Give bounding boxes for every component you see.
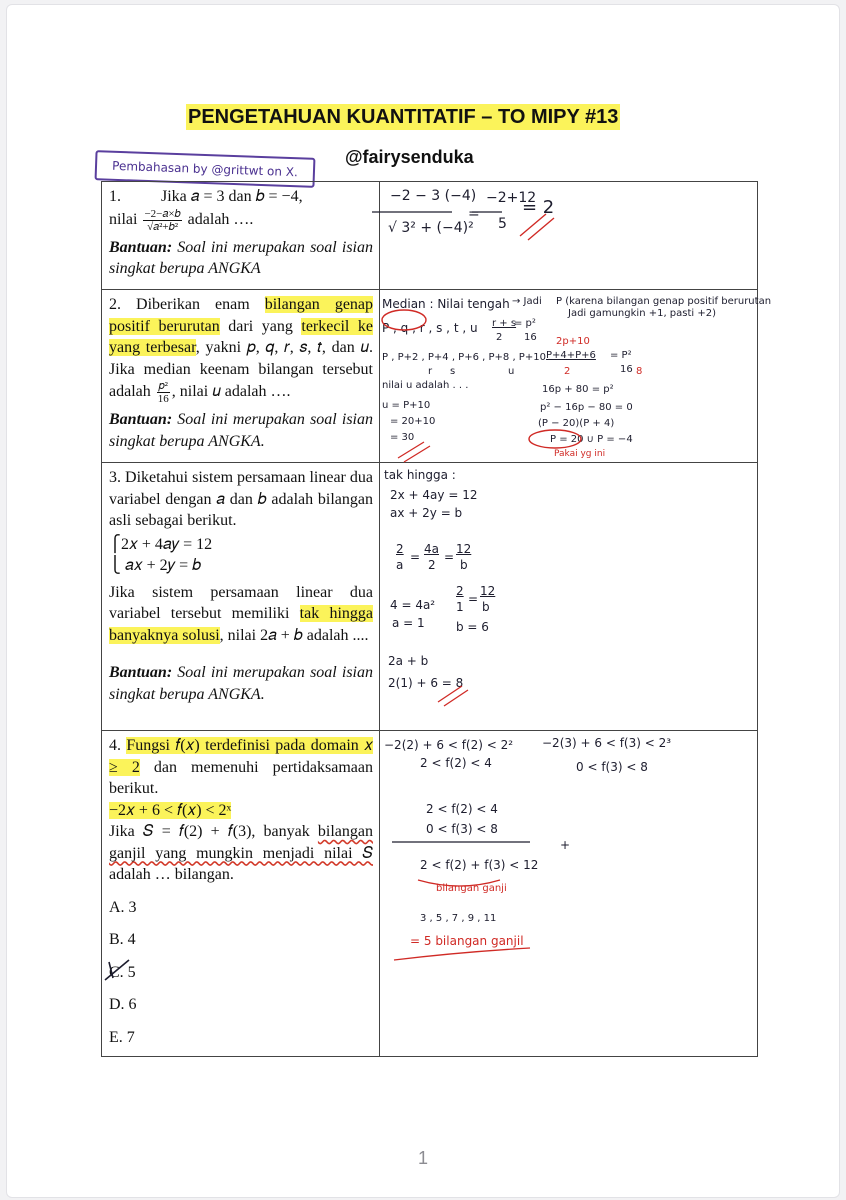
q4-options [109,897,373,1049]
q2-work-12: s [450,366,456,377]
q2-work-1: Median : Nilai tengah [382,297,510,311]
q2-work-15: P+4+P+6 [546,350,596,361]
q2-fraction [157,380,170,405]
q3-highlight-1: tak hingga banyaknya solusi [109,605,374,644]
page-number: 1 [417,1148,428,1168]
q2-text-3: , yakni 𝑝, 𝑞, 𝑟, 𝑠, 𝑡, dan 𝑢. Jika median keenam bilangan tersebut adalah [109,339,373,401]
q1-adalah: adalah …. [187,210,254,228]
q3-work-1: tak hingga : [384,468,456,482]
q1-frac-den: √𝑎²+𝑏² [147,220,179,233]
q2-hint-text: Soal ini merupakan soal isian singkat berupa ANGKA. [109,411,374,450]
q4-underlined: bilangan ganjil yang mungkin menjadi nilai 𝑆 [109,823,373,862]
q2-work-22: = 20+10 [390,416,436,427]
q4-option-c-label: C. 5 [109,963,136,981]
q2-hint [109,409,373,452]
q3-text-3: , nilai 2𝑎 + 𝑏 adalah .... [219,626,369,644]
q4-work-4: 0 < f(3) < 8 [576,760,648,774]
q2-hint-label: Bantuan: [109,411,173,428]
q4-text-1: dan memenuhi pertidaksamaan berikut. [109,758,373,797]
q1-work-2: √ 3² + (−4)² [388,220,474,236]
q3-work-10: 12 [456,542,472,556]
answer-2-work [380,290,772,463]
q3-work-16: = [468,592,479,606]
q1-work-1: −2 − 3 (−4) [390,188,477,204]
q2-highlight-1: bilangan genap positif berurutan [109,296,374,335]
question-table [101,181,772,1057]
q4-work-1: −2(2) + 6 < f(2) < 2² [384,738,514,752]
q2-highlight-2: terkecil ke yang terbesar [109,317,373,356]
q4-option-d: D. 6 [109,996,137,1013]
q2-text-1: 2. Diberikan enam [109,296,250,313]
q2-work-11: r [428,366,433,377]
q2-work-27: P = 20 ∪ P = −4 [550,434,633,445]
q3-work-17: 12 [480,584,496,598]
checkmark-icon [103,956,133,986]
q1-hint-label: Bantuan: [109,238,173,256]
q3-work-21: 2(1) + 6 = 8 [388,676,464,690]
page-title: PENGETAHUAN KUANTITATIF – TO MIPY #13 [188,106,619,128]
q3-text-2: Jika sistem persamaan linear dua variabel tersebut memiliki [109,583,373,622]
q4-text-2: Jika 𝑆 = 𝑓(2) + 𝑓(3), banyak [109,823,310,840]
q3-equation-system [109,534,373,576]
answer-3-work [380,463,758,731]
q3-equation-1: ⎧2𝑥 + 4𝑎𝑦 = 12 [109,535,213,553]
q4-work-5: 2 < f(2) < 4 [426,802,498,816]
q3-work-8: 2 [428,558,436,572]
question-4-cell [102,731,380,1057]
q3-work-13: a = 1 [392,616,425,630]
question-row-2 [102,290,758,463]
q4-work-10: 3 , 5 , 7 , 9 , 11 [420,913,497,924]
q3-work-18: b [482,600,490,614]
q2-work-23: = 30 [390,432,415,443]
q3-hint [109,662,373,705]
q2-work-7: 2 [496,332,503,343]
q3-work-19: b = 6 [456,620,489,634]
q1-fraction [143,208,181,233]
question-3-cell [102,463,380,731]
q4-work-3: −2(3) + 6 < f(3) < 2³ [542,736,672,750]
q2-work-20: nilai u adalah . . . [382,380,469,391]
q2-work-26: (P − 20)(P + 4) [538,418,615,429]
q3-work-11: b [460,558,468,572]
q2-work-16: = P² [610,350,632,361]
q2-work-24: 16p + 80 = p² [542,384,614,395]
q1-work-5: 5 [498,216,507,232]
q1-hint [109,237,373,280]
q4-highlight-1: Fungsi 𝑓(𝑥) terdefinisi pada domain 𝑥 ≥ 2 [109,737,374,776]
question-1-cell [102,182,380,290]
q4-work-9: bilangan ganji [436,883,507,894]
q1-work-4: −2+12 [486,190,537,206]
q4-work-11: = 5 bilangan ganjil [410,934,524,948]
q2-work-3: P (karena bilangan genap positif berurutan [556,296,772,307]
q4-text-3: adalah … bilangan. [109,866,234,883]
q3-text-1: 3. Diketahui sistem persamaan linear dua variabel dengan 𝑎 dan 𝑏 adalah bilangan asli sebagai berikut. [109,469,373,529]
q2-work-13: u [508,366,515,377]
q2-work-9: 16 [524,332,537,343]
q4-work-7: + [560,838,571,852]
q3-work-6: = [410,550,421,564]
answer-1-work [380,182,758,290]
q1-work-3: = [468,206,480,222]
q1-frac-num: −2−𝑎×𝑏 [144,207,181,220]
question-3-text-b [109,582,373,647]
q3-work-12: 4 = 4a² [390,598,436,612]
question-2-cell [102,290,380,463]
q4-option-a: A. 3 [109,898,137,916]
q2-work-17: 2 [564,366,571,377]
q2-work-8: = p² [514,318,536,329]
question-1-text [109,186,373,233]
question-2-text [109,294,373,405]
q2-text-2: dari yang [228,317,293,335]
q2-frac-num: 𝑝² [158,380,168,392]
q4-work-2: 2 < f(2) < 4 [420,756,492,770]
q2-work-4: Jadi gamungkin +1, pasti +2) [568,308,717,319]
question-row-3 [102,463,758,731]
q1-work-6: = 2 [522,197,555,218]
q3-work-15: 1 [456,600,464,614]
author-handle: @fairysenduka [345,147,474,167]
q2-work-14: 2p+10 [556,336,590,347]
q1-nilai: nilai [109,210,138,228]
question-3-text-a [109,467,373,532]
q2-frac-den: 16 [157,393,169,405]
q2-work-6: r + s [492,318,517,329]
q4-inequality: −2𝑥 + 6 < 𝑓(𝑥) < 2ˣ [109,801,232,819]
q3-work-3: ax + 2y = b [390,506,463,520]
q2-work-18: 16 [620,364,633,375]
q4-option-e: E. 7 [109,1028,135,1046]
q3-equation-2: ⎩ 𝑎𝑥 + 2𝑦 = 𝑏 [109,556,202,574]
q3-work-2: 2x + 4ay = 12 [390,488,478,502]
q2-work-21: u = P+10 [382,400,431,411]
q3-work-9: = [444,550,455,564]
q3-work-7: 4a [424,542,439,556]
q4-number: 4. [109,737,121,754]
q3-hint-text: Soal ini merupakan soal isian singkat berupa ANGKA. [109,664,374,703]
q4-work-8: 2 < f(2) + f(3) < 12 [420,858,539,872]
q3-work-5: a [396,558,404,572]
q1-hint-text: Soal ini merupakan soal isian singkat berupa ANGKA [109,238,374,277]
q3-work-14: 2 [456,584,464,598]
q1-line1: 1. Jika 𝑎 = 3 dan 𝑏 = −4, [109,188,303,205]
question-4-text [109,735,373,886]
q4-option-c [109,962,373,984]
q2-work-28: Pakai yg ini [554,449,606,459]
credit-box: Pembahasan by @grittwt on X. [95,150,316,188]
q3-hint-label: Bantuan: [109,664,173,681]
q3-work-4: 2 [396,542,404,556]
q2-work-10: P , P+2 , P+4 , P+6 , P+8 , P+10 [382,352,546,363]
answer-4-work [380,731,758,1057]
q2-work-5: P , q , r , s , t , u [382,321,478,335]
q4-work-6: 0 < f(3) < 8 [426,822,498,836]
q2-text-4: , nilai 𝑢 adalah …. [171,383,291,401]
question-row-4 [102,731,758,1057]
q4-option-b: B. 4 [109,931,136,948]
q2-work-2: → Jadi [512,296,542,307]
question-row-1 [102,182,758,290]
q2-work-19: 8 [636,366,643,377]
q2-work-25: p² − 16p − 80 = 0 [540,402,633,413]
q3-work-20: 2a + b [388,654,429,668]
